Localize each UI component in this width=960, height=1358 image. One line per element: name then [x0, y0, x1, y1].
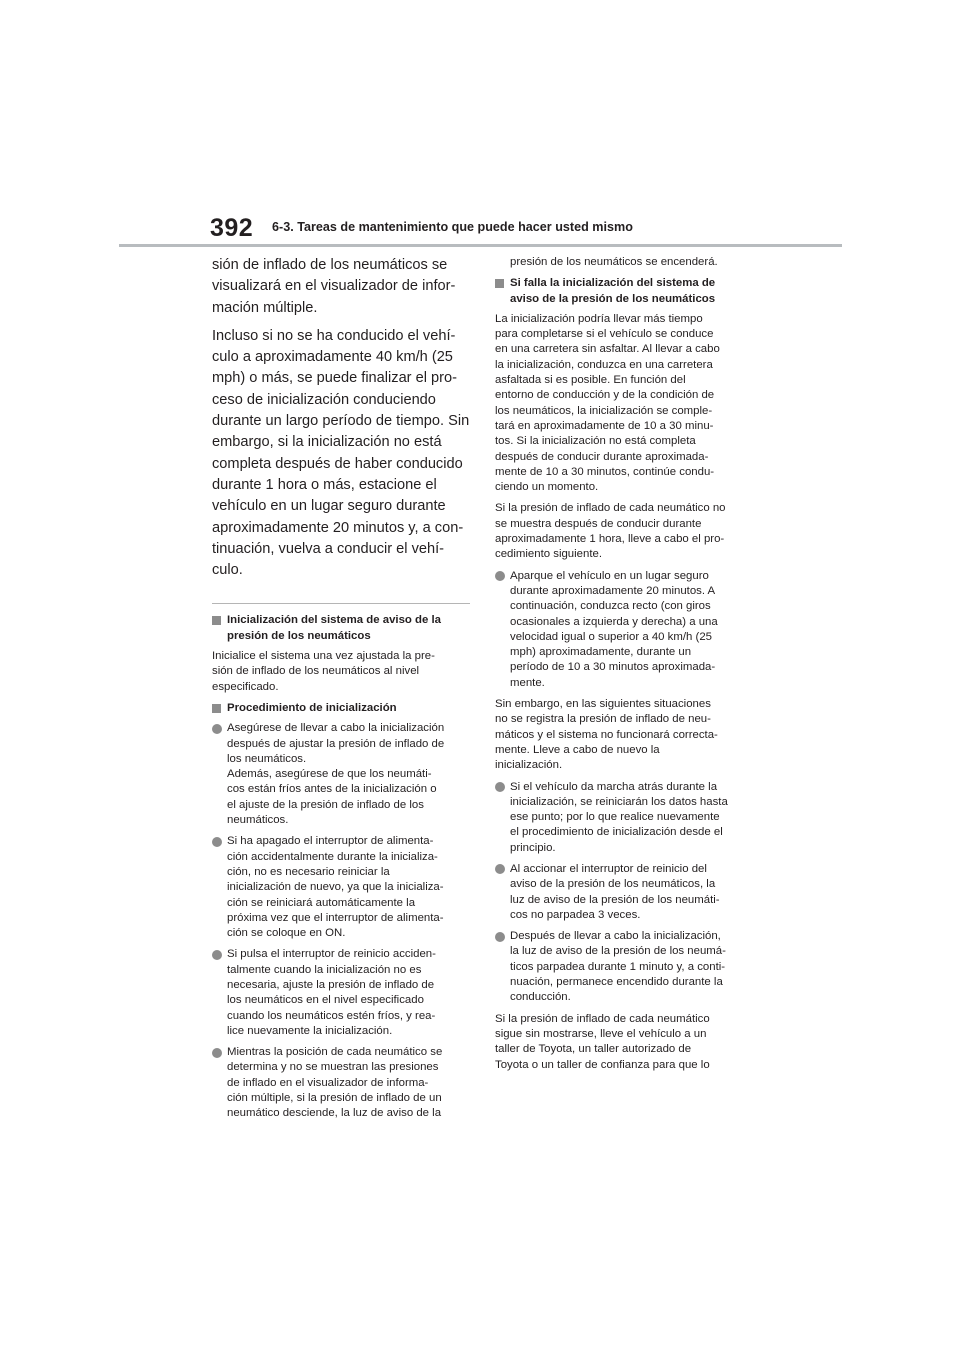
list-item-text: Mientras la posición de cada neumático se determina y no se muestran las presiones de inflado en el visualizador de informa- ción múltiple, si la presión de inflado de un neumático desciende, la luz de aviso de la: [227, 1046, 443, 1120]
list-item: [212, 834, 470, 941]
list-item: [212, 721, 470, 828]
subheading-failure: [495, 276, 755, 307]
list-item: [495, 929, 755, 1005]
section-title: 6-3. Tareas de mantenimiento que puede hacer usted mismo: [272, 220, 633, 234]
list-item: [495, 862, 755, 923]
list-item-text: Aparque el vehículo en un lugar seguro durante aproximadamente 20 minutos. A continuación, conduzca recto (con giros ocasionales a izquierda y derecha) a una velocidad igual o superior a 40 km/h (25 mph) aproximadamente, durante un período de 10 a 30 minutos aproximada- mente.: [510, 569, 718, 689]
circle-bullet-icon: [212, 950, 222, 960]
continuation-text: presión de los neumáticos se encenderá.: [510, 256, 718, 268]
square-bullet-icon: [212, 616, 221, 625]
circle-bullet-icon: [212, 724, 222, 734]
circle-bullet-icon: [495, 782, 505, 792]
paragraph-initialize: Inicialice el sistema una vez ajustada la pre- sión de inflado de los neumáticos al nivel especificado.: [212, 650, 435, 693]
square-bullet-icon: [495, 279, 504, 288]
circle-bullet-icon: [495, 932, 505, 942]
list-item-text: Si ha apagado el interruptor de alimenta- ción accidentalmente durante la inicializa- ción, no es necesario reiniciar la inicialización de nuevo, ya que la inicializa- ción se reiniciará automáticamente la próxima vez que el interruptor de alimenta- ción se coloque en ON.: [227, 835, 444, 940]
list-item-text: Asegúrese de llevar a cabo la inicialización después de ajustar la presión de inflado de los neumáticos. Además, asegúrese de que los neumáti- cos están fríos antes de la inicialización o el ajuste de la presión de inflado de los neumáticos.: [227, 722, 445, 827]
subheading-text: Procedimiento de inicialización: [227, 701, 397, 714]
circle-bullet-icon: [495, 571, 505, 581]
list-item-text: Después de llevar a cabo la inicialización, la luz de aviso de la presión de los neumá- ticos parpadea durante 1 minuto y, a conti- nuación, permanece encendido durante la conducción.: [510, 930, 726, 1004]
list-item-text: Si el vehículo da marcha atrás durante la inicialización, se reiniciarán los datos hasta ese punto; por lo que realice nuevamente el procedimiento de inicialización desde el principio.: [510, 780, 728, 854]
square-bullet-icon: [212, 704, 221, 713]
list-item-text: Al accionar el interruptor de reinicio del aviso de la presión de los neumáticos, la luz de aviso de la presión de los neumáti- cos no parpadea 3 veces.: [510, 862, 720, 921]
list-item: [495, 780, 755, 856]
subheading-text: Si falla la inicialización del sistema de aviso de la presión de los neumáticos: [510, 277, 716, 305]
subheading-text: Inicialización del sistema de aviso de la presión de los neumáticos: [227, 614, 441, 642]
right-column: [495, 255, 755, 1079]
intro-paragraph-1: sión de inflado de los neumáticos se visualizará en el visualizador de infor- mación múltiple.: [212, 257, 456, 316]
subheading-initialization: [212, 613, 470, 644]
header-rule: [119, 244, 842, 247]
list-item: [212, 947, 470, 1039]
list-item: [495, 569, 755, 691]
subheading-procedure: [212, 701, 470, 716]
paragraph-failure-1: La inicialización podría llevar más tiempo para completarse si el vehículo se conduce en una carretera sin asfaltar. Al llevar a cabo la inicialización, conduzca en una carretera asfaltada si es posible. En función del entorno de conducción y de la condición de los neumáticos, la inicialización se comple- tará en aproximadamente de 10 a 30 minu- tos. Si la inicialización no está completa después de conducir durante aproximada- mente de 10 a 30 minutos, continúe condu- ciendo un momento.: [495, 312, 720, 494]
circle-bullet-icon: [212, 837, 222, 847]
list-item-text: Si pulsa el interruptor de reinicio acciden- talmente cuando la inicialización no es necesaria, ajuste la presión de inflado de los neumáticos en el nivel especificado cuando los neumáticos estén fríos, y rea- lice nuevamente la inicialización.: [227, 948, 436, 1037]
section-divider: [212, 603, 470, 604]
circle-bullet-icon: [495, 864, 505, 874]
list-item: [212, 1045, 470, 1121]
page-number: 392: [210, 214, 254, 242]
circle-bullet-icon: [212, 1048, 222, 1058]
paragraph-situations: Sin embargo, en las siguientes situaciones no se registra la presión de inflado de neu- máticos y el sistema no funcionará correcta- mente. Lleve a cabo de nuevo la inicialización.: [495, 698, 718, 772]
left-column: [212, 255, 470, 1128]
paragraph-final: Si la presión de inflado de cada neumático sigue sin mostrarse, lleve el vehículo a un taller de Toyota, un taller autorizado de Toyota o un taller de confianza para que lo: [495, 1012, 710, 1071]
intro-paragraph-2: Incluso si no se ha conducido el vehí- culo a aproximadamente 40 km/h (25 mph) o más, se puede finalizar el pro- ceso de inicialización conduciendo durante un largo período de tiempo. Sin embargo, si la inicialización no está completa después de haber conducido durante 1 hora o más, estacione el vehículo en un lugar seguro durante aproximadamente 20 minutos y, a con- tinuación, vuelva a conducir el vehí- culo.: [212, 327, 470, 579]
paragraph-failure-2: Si la presión de inflado de cada neumático no se muestra después de conducir durante aproximadamente 1 hora, lleve a cabo el pro- cedimiento siguiente.: [495, 502, 726, 561]
